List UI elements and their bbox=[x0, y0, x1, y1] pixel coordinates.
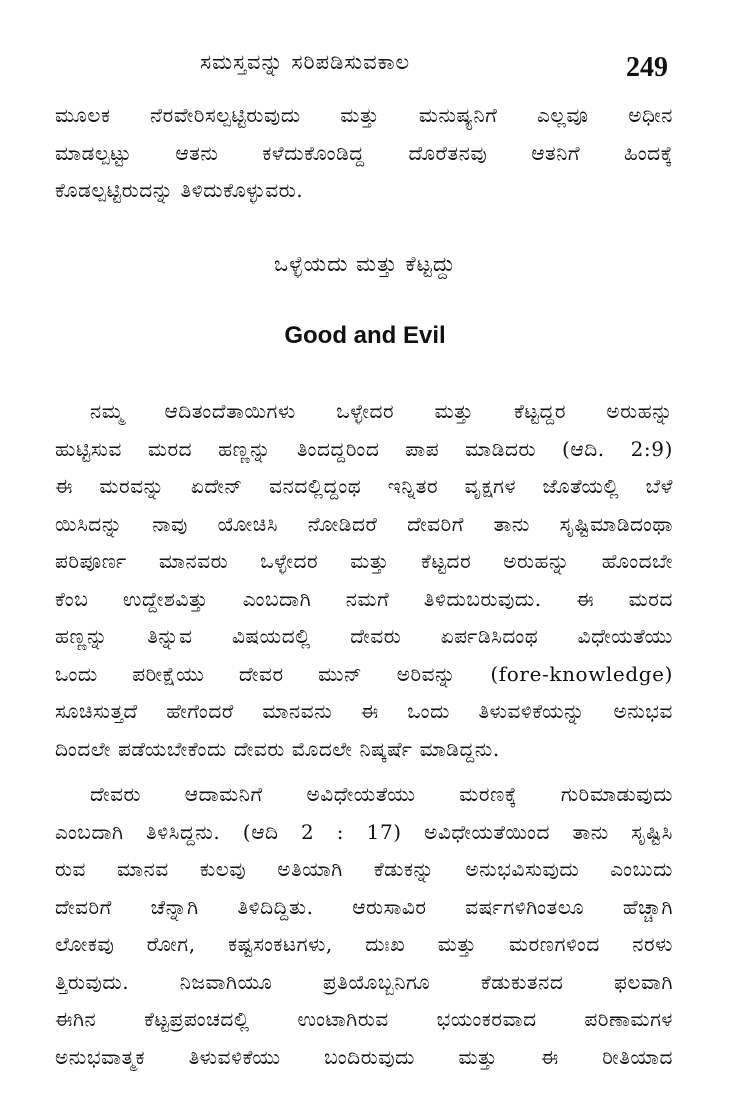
text-line: ಮೂಲಕ ನೆರವೇರಿಸಲ್ಪಟ್ಟಿರುವುದು ಮತ್ತು ಮನುಷ್ಯನಿಗೆ ಎಲ್ಲವೂ ಅಧೀನ bbox=[55, 103, 673, 127]
text-line: ಕೆಂಬ ಉದ್ದೇಶವಿತ್ತು ಎಂಬದಾಗಿ ನಮಗೆ ತಿಳಿದುಬರುವುದು. ಈ ಮರದ bbox=[55, 586, 673, 611]
paragraph-one bbox=[55, 393, 673, 768]
text-line: ದೇವರಿಗೆ ಚೆನ್ನಾಗಿ ತಿಳಿದಿದ್ದಿತು. ಆರುಸಾವಿರ ವರ್ಷಗಳಿಗಿಂತಲೂ ಹೆಚ್ಚಾಗಿ bbox=[55, 894, 673, 919]
text-line: ಹುಟ್ಟಿಸುವ ಮರದ ಹಣ್ಣನ್ನು ತಿಂದದ್ದರಿಂದ ಪಾಪ ಮಾಡಿದರು (ಆದಿ. 2:9) bbox=[55, 436, 673, 461]
paragraph-two bbox=[55, 776, 673, 1076]
page-number: 249 bbox=[626, 52, 668, 83]
text-line: ತ್ತಿರುವುದು. ನಿಜವಾಗಿಯೂ ಪ್ರತಿಯೊಬ್ಬನಿಗೂ ಕೆಡುಕುತನದ ಫಲವಾಗಿ bbox=[55, 969, 673, 994]
section-title-english: Good and Evil bbox=[284, 322, 446, 349]
section-title-kannada: ಒಳ್ಳೆಯದು ಮತ್ತು ಕೆಟ್ಟದ್ದು bbox=[274, 252, 456, 276]
text-line: ಪರಿಪೂರ್ಣ ಮಾನವರು ಒಳ್ಳೇದರ ಮತ್ತು ಕೆಟ್ಟದರ ಅರುಹನ್ನು ಹೊಂದಬೇ bbox=[55, 549, 673, 573]
text-line: ರುವ ಮಾನವ ಕುಲವು ಅತಿಯಾಗಿ ಕೆಡುಕನ್ನು ಅನುಭವಿಸುವುದು ಎಂಬುದು bbox=[55, 857, 673, 881]
text-line: ದಿಂದಲೇ ಪಡೆಯಬೇಕೆಂದು ದೇವರು ಮೊದಲೇ ನಿಷ್ಕರ್ಷೆ ಮಾಡಿದ್ದನು. bbox=[55, 736, 500, 761]
text-line: ಈ ಮರವನ್ನು ಏದೇನ್ ವನದಲ್ಲಿದ್ದಂಥ ಇನ್ನಿತರ ವೃಕ್ಷಗಳ ಜೊತೆಯಲ್ಲಿ ಬೆಳೆ bbox=[55, 474, 673, 498]
text-line: ಸೂಚಿಸುತ್ತದೆ ಹೇಗೆಂದರೆ ಮಾನವನು ಈ ಒಂದು ತಿಳುವಳಿಕೆಯನ್ನು ಅನುಭವ bbox=[55, 699, 673, 723]
text-line: ಕೊಡಲ್ಪಟ್ಟಿರುದನ್ನು ತಿಳಿದುಕೊಳ್ಳುವರು. bbox=[55, 178, 304, 202]
text-line: ಒಂದು ಪರೀಕ್ಷೆಯು ದೇವರ ಮುನ್ ಅರಿವನ್ನು (fore-knowledge) bbox=[55, 661, 673, 686]
running-title: ಸಮಸ್ತವನ್ನು ಸರಿಪಡಿಸುವಕಾಲ bbox=[200, 50, 411, 74]
text-line: ನಮ್ಮ ಆದಿತಂದೆತಾಯಿಗಳು ಒಳ್ಳೇದರ ಮತ್ತು ಕೆಟ್ಟದ್ದರ ಅರುಹನ್ನು bbox=[90, 399, 673, 423]
text-line: ಯಿಸಿದನ್ನು ನಾವು ಯೋಚಿಸಿ ನೋಡಿದರೆ ದೇವರಿಗೆ ತಾನು ಸೃಷ್ಟಿಮಾಡಿದಂಥಾ bbox=[55, 511, 673, 536]
text-line: ದೇವರು ಆದಾಮನಿಗೆ ಅವಿಧೇಯತೆಯು ಮರಣಕ್ಕೆ ಗುರಿಮಾಡುವುದು bbox=[90, 782, 673, 806]
intro-paragraph bbox=[55, 97, 673, 210]
text-line: ಎಂಬದಾಗಿ ತಿಳಿಸಿದ್ದನು. (ಆದಿ 2 : 17) ಅವಿಧೇಯತೆಯಿಂದ ತಾನು ಸೃಷ್ಟಿಸಿ bbox=[55, 819, 673, 844]
text-line: ಅನುಭವಾತ್ಮಕ ತಿಳುವಳಿಕೆಯು ಬಂದಿರುವುದು ಮತ್ತು ಈ ರೀತಿಯಾದ bbox=[55, 1044, 673, 1069]
text-line: ಹಣ್ಣನ್ನು ತಿನ್ನುವ ವಿಷಯದಲ್ಲಿ ದೇವರು ಏರ್ಪಡಿಸಿದಂಥ ವಿಧೇಯತೆಯು bbox=[55, 624, 673, 648]
text-line: ಲೋಕವು ರೋಗ, ಕಷ್ಟಸಂಕಟಗಳು, ದುಃಖ ಮತ್ತು ಮರಣಗಳಿಂದ ನರಳು bbox=[55, 932, 673, 956]
text-line: ಮಾಡಲ್ಪಟ್ಟು ಆತನು ಕಳೆದುಕೊಂಡಿದ್ದ ದೊರೆತನವು ಆತನಿಗೆ ಹಿಂದಕ್ಕೆ bbox=[55, 140, 673, 165]
text-line: ಈಗಿನ ಕೆಟ್ಟಪ್ರಪಂಚದಲ್ಲಿ ಉಂಟಾಗಿರುವ ಭಯಂಕರವಾದ ಪರಿಣಾಮಗಳ bbox=[55, 1007, 673, 1031]
